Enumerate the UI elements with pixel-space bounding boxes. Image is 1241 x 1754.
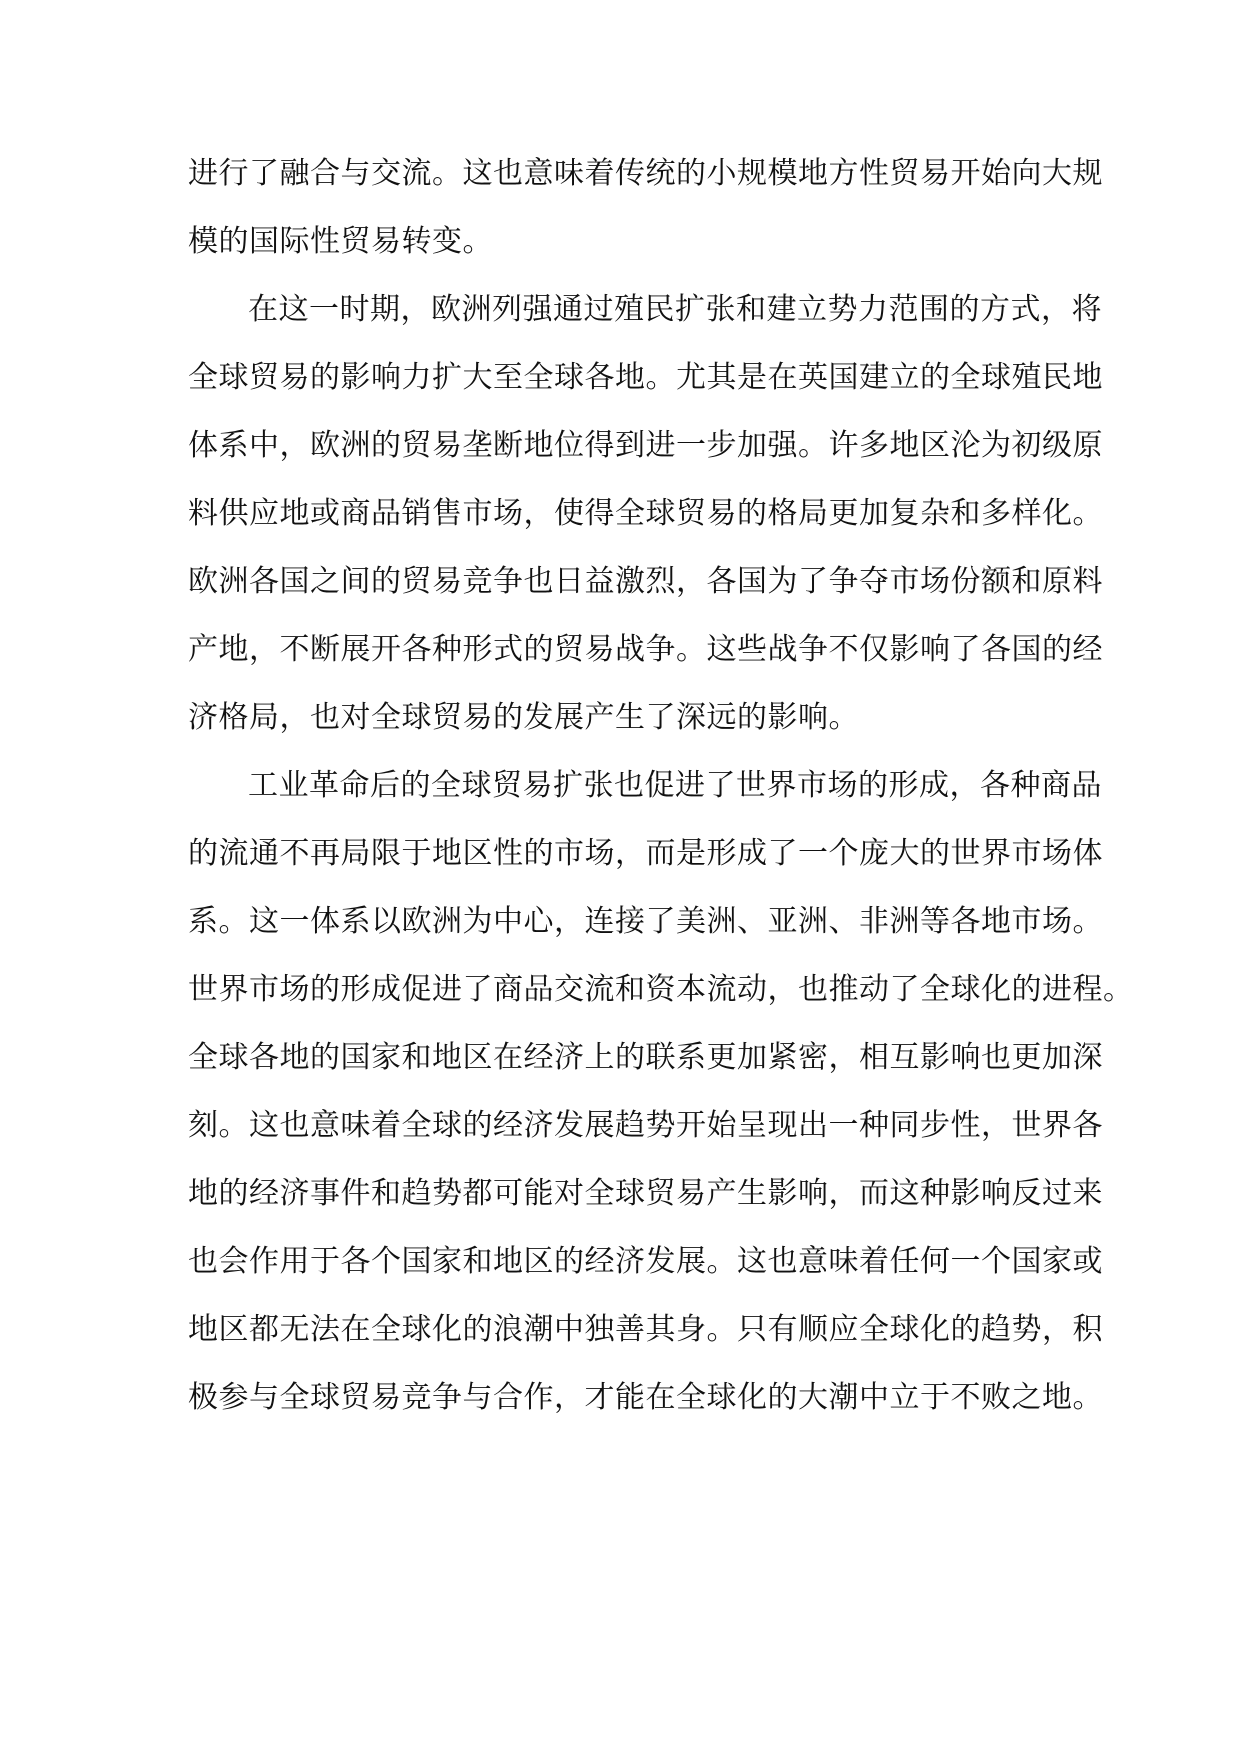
paragraph-start-line: 工业革命后的全球贸易扩张也促进了世界市场的形成，各种商品 [248, 768, 1102, 803]
paragraph-start-line: 在这一时期，欧洲列强通过殖民扩张和建立势力范围的方式，将 [248, 292, 1102, 327]
text-line: 全球各地的国家和地区在经济上的联系更加紧密，相互影响也更加深 [188, 1040, 1103, 1075]
text-line: 料供应地或商品销售市场，使得全球贸易的格局更加复杂和多样化。 [188, 496, 1103, 531]
text-line: 也会作用于各个国家和地区的经济发展。这也意味着任何一个国家或 [188, 1244, 1103, 1279]
text-line: 全球贸易的影响力扩大至全球各地。尤其是在英国建立的全球殖民地 [188, 360, 1103, 395]
text-line: 世界市场的形成促进了商品交流和资本流动，也推动了全球化的进程。 [188, 972, 1134, 1007]
text-line: 地区都无法在全球化的浪潮中独善其身。只有顺应全球化的趋势，积 [188, 1312, 1103, 1347]
text-line: 系。这一体系以欧洲为中心，连接了美洲、亚洲、非洲等各地市场。 [188, 904, 1103, 939]
text-line: 的流通不再局限于地区性的市场，而是形成了一个庞大的世界市场体 [188, 836, 1103, 871]
text-line: 极参与全球贸易竞争与合作，才能在全球化的大潮中立于不败之地。 [188, 1380, 1103, 1415]
text-line: 体系中，欧洲的贸易垄断地位得到进一步加强。许多地区沦为初级原 [188, 428, 1103, 463]
text-line: 济格局，也对全球贸易的发展产生了深远的影响。 [188, 700, 859, 735]
text-line: 地的经济事件和趋势都可能对全球贸易产生影响，而这种影响反过来 [188, 1176, 1103, 1211]
text-line: 进行了融合与交流。这也意味着传统的小规模地方性贸易开始向大规 [188, 156, 1103, 191]
text-line: 产地，不断展开各种形式的贸易战争。这些战争不仅影响了各国的经 [188, 632, 1103, 667]
text-line: 欧洲各国之间的贸易竞争也日益激烈，各国为了争夺市场份额和原料 [188, 564, 1103, 599]
text-line: 刻。这也意味着全球的经济发展趋势开始呈现出一种同步性，世界各 [188, 1108, 1103, 1143]
body-text [188, 140, 1134, 1432]
text-line: 模的国际性贸易转变。 [188, 224, 493, 259]
